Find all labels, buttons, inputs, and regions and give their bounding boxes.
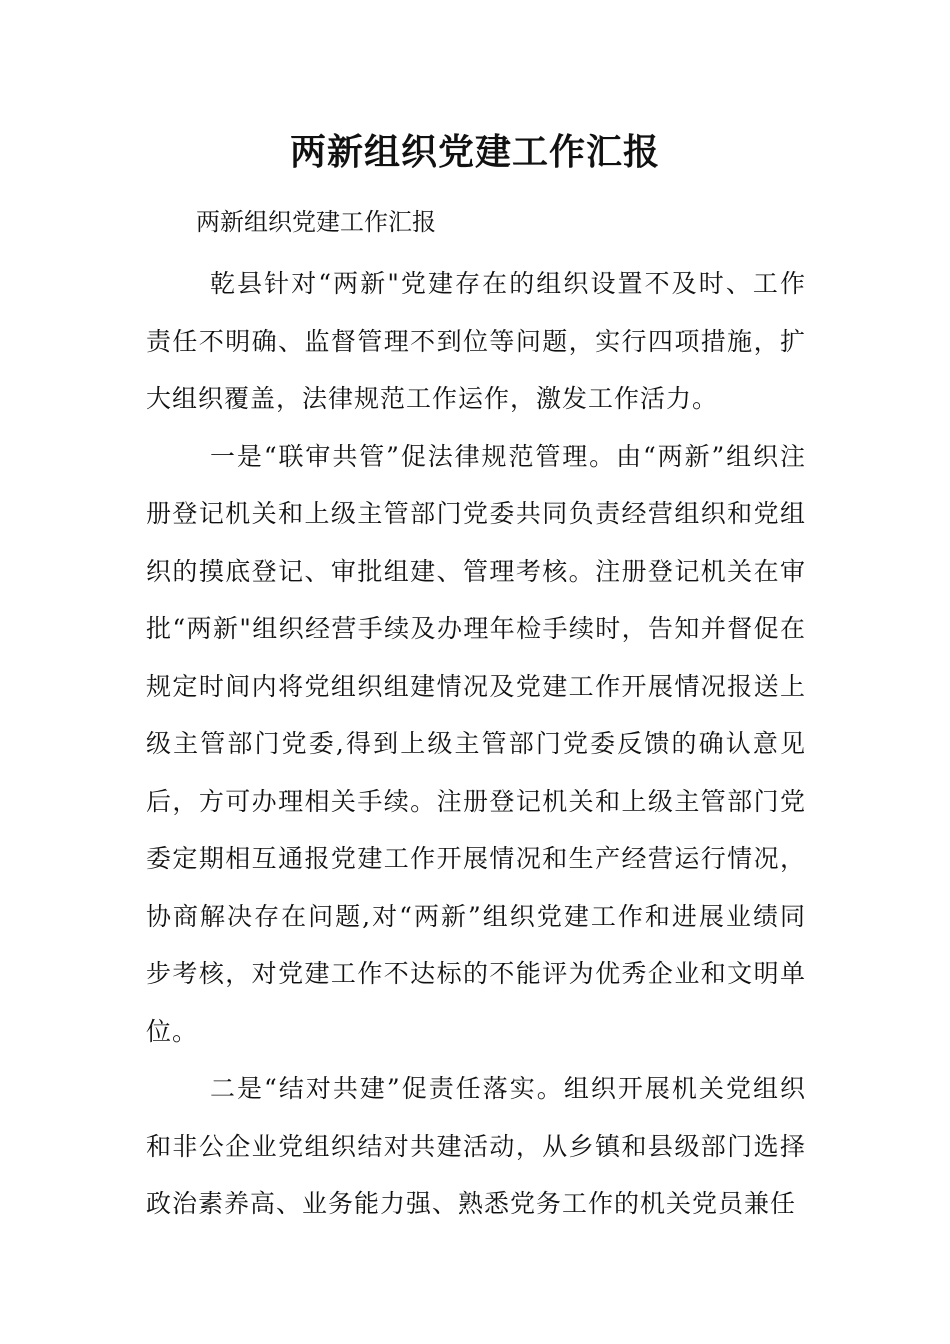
document-title: 两新组织党建工作汇报 [289,132,660,173]
document-subtitle: 两新组织党建工作汇报 [196,208,436,236]
paragraph-measure-one: 一是“联审共管”促法律规范管理。由“两新”组织注册登记机关和上级主管部门党委共同负责经营组织和党组织的摸底登记、审批组建、管理考核。注册登记机关在审批“两新"组织经营手续及办理年检手续时，告知并督促在规定时间内将党组织组建情况及党建工作开展情况报送上级主管部门党委,得到上级主管部门党委反馈的确认意见后，方可办理相关手续。注册登记机关和上级主管部门党委定期相互通报党建工作开展情况和生产经营运行情况，协商解决存在问题,对“两新”组织党建工作和进展业绩同步考核，对党建工作不达标的不能评为优秀企业和文明单位。 [146,441,806,1046]
paragraph-measure-two: 二是“结对共建”促责任落实。组织开展机关党组织和非公企业党组织结对共建活动，从乡镇和县级部门选择政治素养高、业务能力强、熟悉党务工作的机关党员兼任 [146,1074,806,1218]
paragraph-intro: 乾县针对“两新"党建存在的组织设置不及时、工作责任不明确、监督管理不到位等问题，实行四项措施，扩大组织覆盖，法律规范工作运作，激发工作活力。 [146,269,806,413]
document-body [146,255,806,1233]
